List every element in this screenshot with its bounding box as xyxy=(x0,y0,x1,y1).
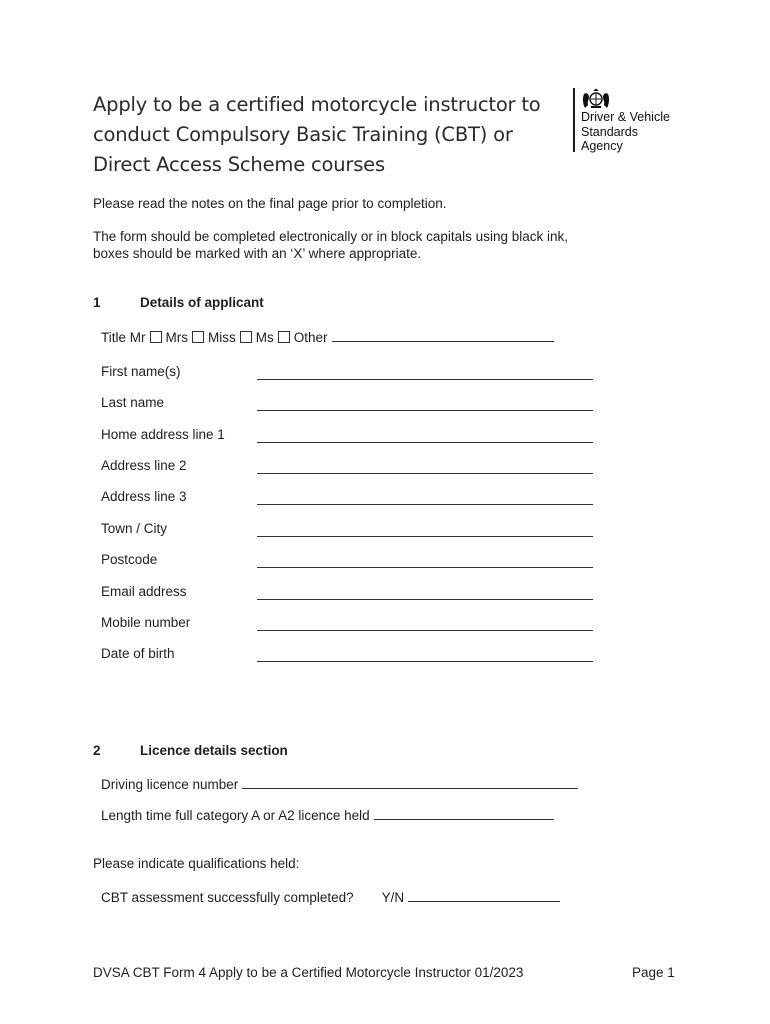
mobile-number-label: Mobile number xyxy=(101,615,191,630)
home-address-line-1-field xyxy=(101,427,601,447)
section-1-heading xyxy=(93,295,264,310)
last-name-field xyxy=(101,395,601,415)
page-number: Page 1 xyxy=(632,965,675,980)
completion-text-1: The form should be completed electronically or in block capitals using black ink, xyxy=(93,229,568,244)
mobile-number-input[interactable] xyxy=(257,630,593,631)
logo-divider xyxy=(573,88,575,152)
email-address-field xyxy=(101,584,601,604)
section-2-heading xyxy=(93,743,288,758)
cbt-assessment-row xyxy=(101,889,560,905)
first-name-label: First name(s) xyxy=(101,364,181,379)
title-line-2: conduct Compulsory Basic Training (CBT) or xyxy=(93,123,513,146)
address-line-2-field xyxy=(101,458,601,478)
driving-licence-row xyxy=(101,776,578,792)
title-other-input[interactable] xyxy=(332,329,554,342)
title-selector xyxy=(101,329,554,345)
section-2-number: 2 xyxy=(93,743,101,758)
home-address-line-1-label: Home address line 1 xyxy=(101,427,225,442)
town-city-input[interactable] xyxy=(257,536,593,537)
length-held-input[interactable] xyxy=(374,807,554,820)
last-name-label: Last name xyxy=(101,395,165,410)
section-2-title: Licence details section xyxy=(140,743,288,758)
mobile-number-field xyxy=(101,615,601,635)
completion-text-2: boxes should be marked with an ‘X’ where appropriate. xyxy=(93,246,422,261)
title-mr-checkbox[interactable] xyxy=(150,331,162,343)
cbt-question-label: CBT assessment successfully completed? xyxy=(101,890,354,905)
driving-licence-input[interactable] xyxy=(242,776,578,789)
address-line-2-input[interactable] xyxy=(257,473,593,474)
dvsa-logo xyxy=(573,88,693,154)
title-mrs-checkbox[interactable] xyxy=(192,331,204,343)
first-name-field xyxy=(101,364,601,384)
title-line-1: Apply to be a certified motorcycle instructor to xyxy=(93,93,541,116)
title-option-ms-label: Ms xyxy=(255,330,274,345)
home-address-line-1-input[interactable] xyxy=(257,442,593,443)
email-address-input[interactable] xyxy=(257,599,593,600)
last-name-input[interactable] xyxy=(257,410,593,411)
title-label: Title xyxy=(101,330,127,345)
address-line-3-field xyxy=(101,489,601,509)
date-of-birth-label: Date of birth xyxy=(101,646,175,661)
title-ms-checkbox[interactable] xyxy=(278,331,290,343)
yn-label: Y/N xyxy=(381,890,405,905)
title-option-mr-label: Mr xyxy=(129,330,146,345)
email-address-label: Email address xyxy=(101,584,187,599)
document-title xyxy=(93,90,563,180)
title-line-3: Direct Access Scheme courses xyxy=(93,153,385,176)
postcode-field xyxy=(101,552,601,572)
town-city-field xyxy=(101,521,601,541)
title-miss-checkbox[interactable] xyxy=(240,331,252,343)
address-line-2-label: Address line 2 xyxy=(101,458,187,473)
read-notes-text: Please read the notes on the final page prior to completion. xyxy=(93,196,447,211)
qualifications-prompt: Please indicate qualifications held: xyxy=(93,856,300,871)
length-held-label: Length time full category A or A2 licence held xyxy=(101,808,370,823)
date-of-birth-input[interactable] xyxy=(257,661,593,662)
postcode-input[interactable] xyxy=(257,567,593,568)
date-of-birth-field xyxy=(101,646,601,666)
title-option-miss-label: Miss xyxy=(208,330,236,345)
section-1-title: Details of applicant xyxy=(140,295,264,310)
title-option-other-label: Other xyxy=(293,330,328,345)
agency-line-1: Driver & Vehicle xyxy=(581,110,670,124)
agency-name xyxy=(581,110,670,154)
form-reference: DVSA CBT Form 4 Apply to be a Certified Motorcycle Instructor 01/2023 xyxy=(93,965,524,980)
royal-crest-icon xyxy=(581,88,611,110)
agency-line-2: Standards xyxy=(581,124,638,139)
driving-licence-label: Driving licence number xyxy=(101,777,239,792)
first-name-input[interactable] xyxy=(257,379,593,380)
town-city-label: Town / City xyxy=(101,521,168,536)
section-1-number: 1 xyxy=(93,295,101,310)
length-held-row xyxy=(101,807,554,823)
postcode-label: Postcode xyxy=(101,552,158,567)
title-option-mrs-label: Mrs xyxy=(165,330,189,345)
address-line-3-input[interactable] xyxy=(257,504,593,505)
agency-line-3: Agency xyxy=(581,139,623,153)
address-line-3-label: Address line 3 xyxy=(101,489,187,504)
cbt-yn-input[interactable] xyxy=(408,889,560,902)
